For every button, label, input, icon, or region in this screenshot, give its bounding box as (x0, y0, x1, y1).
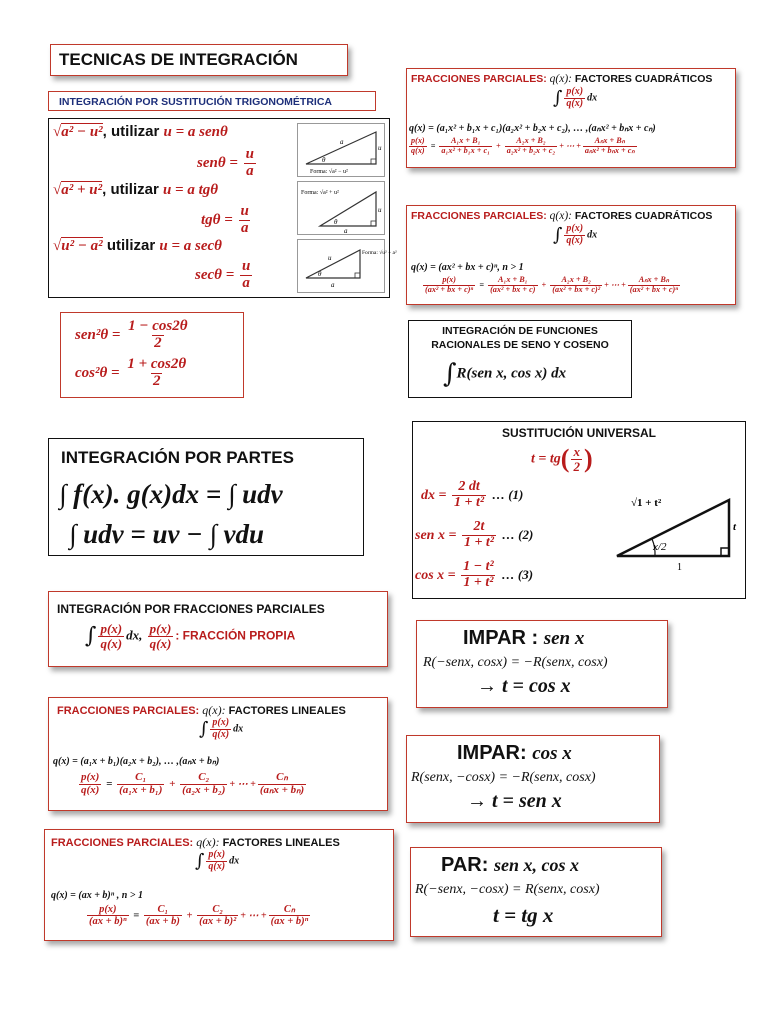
plus-sign: + (183, 910, 196, 922)
trig-header-box (48, 91, 376, 111)
linear-1-header-q: q(x): (202, 703, 226, 717)
frac-den: (ax + b)² (199, 916, 237, 928)
p-over-q-fraction (409, 137, 427, 155)
frac-den: (ax + b)ⁿ (89, 916, 127, 928)
even-box (410, 847, 662, 937)
linear-1-header-kind: FACTORES LINEALES (228, 705, 346, 717)
equals-sign: = (103, 777, 116, 790)
t-lhs: t = tg (531, 451, 561, 467)
trig-case-2 (53, 181, 218, 199)
dx-lhs: dx = (421, 487, 450, 503)
frac-num: Aₙx + Bₙ (638, 275, 670, 284)
triangle-2-base: a (344, 227, 348, 235)
frac-den: q(x) (212, 728, 230, 740)
frac-num: A₁x + B₁ (450, 136, 481, 145)
lhs-fraction (423, 276, 475, 294)
universal-dx (421, 480, 523, 510)
trig-case-3-eq (195, 259, 254, 292)
frac-den: a (246, 162, 254, 179)
frac-num: p(x) (566, 223, 584, 234)
frac-num: A₂x + B₂ (516, 136, 546, 145)
trig-substitution-box (48, 118, 397, 298)
page-title: TECNICAS DE INTEGRACIÓN (59, 50, 298, 69)
partial-fractions-intro-formula (85, 622, 295, 650)
triangle-1-theta: θ (322, 156, 326, 164)
frac-num: 1 + cos2θ (127, 356, 187, 372)
triangle-1-hyp: a (340, 138, 344, 146)
frac-den: (ax² + bx + c)ⁿ (629, 284, 679, 294)
triangle-side-label: t (733, 521, 737, 533)
plus-sign: + (493, 141, 503, 151)
triangle-2-side: u (378, 206, 382, 214)
triangle-2-icon (298, 182, 384, 234)
frac-num: 2 dt (458, 479, 480, 494)
quadratic-1-decomposition (407, 137, 639, 155)
parts-formula-1: ∫ f(x). g(x)dx = ∫ udv (59, 479, 283, 509)
paren-right: ) (583, 444, 593, 473)
frac-num: A₂x + B₂ (561, 275, 591, 284)
linear-1-header (57, 703, 346, 718)
proper-fraction-label: : FRACCIÓN PROPIA (175, 628, 296, 643)
integral-icon: ∫ (85, 623, 97, 649)
trig-case-1-sub: u = a senθ (163, 124, 228, 140)
integral-icon: ∫ (443, 359, 457, 389)
integral-icon: ∫ (553, 87, 563, 109)
linear-2-header-label: FRACCIONES PARCIALES: (51, 837, 194, 849)
trig-case-1-eq (197, 147, 258, 180)
partial-fractions-title: INTEGRACIÓN POR FRACCIONES PARCIALES (57, 602, 325, 616)
sen-squared-formula (75, 319, 192, 352)
frac-den: q(x) (411, 145, 425, 155)
even-label: PAR: (441, 854, 494, 876)
trig-case-2-sub: u = a tgθ (162, 182, 219, 198)
frac-den: q(x) (566, 97, 584, 109)
universal-sen (415, 520, 533, 550)
frac-den: q(x) (149, 635, 172, 651)
integral-icon: ∫ (195, 850, 205, 872)
trig-case-2-eq (201, 204, 253, 237)
triangle-2-label: Forma: √a² + u² (301, 190, 339, 196)
triangle-1-icon (298, 124, 384, 176)
p-over-q-fraction (98, 622, 124, 650)
parts-formula-2: ∫ udv = uv − ∫ vdu (69, 519, 265, 549)
dx-label: dx, (126, 627, 146, 643)
ref-1: … (1) (491, 486, 524, 502)
frac-num: Aₙx + Bₙ (594, 136, 625, 145)
integration-by-parts-box (48, 438, 364, 556)
odd-cos-box (406, 735, 660, 823)
frac-den: 2 (154, 334, 162, 351)
partial-fractions-linear-box-1 (48, 697, 388, 811)
linear-2-decomposition (85, 904, 312, 927)
frac-den: a (240, 219, 249, 236)
frac-den: (ax + b)ⁿ (270, 916, 309, 928)
quadratic-1-header (411, 73, 712, 85)
frac-den: q(x) (100, 635, 123, 651)
frac-num: C₂ (212, 904, 223, 915)
frac-den: (ax + b) (145, 916, 180, 928)
frac-num: p(x) (81, 771, 100, 783)
ellipsis-sum: + ⋯ + (559, 141, 581, 151)
odd-cos-var: cos x (532, 743, 572, 764)
frac-num: C₁ (157, 904, 169, 915)
page-title-box (50, 44, 348, 76)
trig-case-3-use: utilizar (102, 237, 160, 254)
u-over-a-fraction (239, 204, 251, 237)
u-over-a-fraction (244, 147, 256, 180)
even-var: sen x, cos x (493, 855, 579, 875)
term-1-fraction (439, 137, 492, 155)
quadratic-2-header-kind: FACTORES CUADRÁTICOS (574, 210, 713, 222)
cos-squared-fraction (125, 357, 188, 390)
odd-sen-var: sen x (543, 628, 585, 649)
paren-left: ( (560, 444, 570, 473)
linear-1-decomposition (77, 772, 308, 796)
frac-num: 2t (473, 519, 485, 534)
frac-num: u (242, 258, 251, 274)
odd-cos-rule: R(senx, −cosx) = −R(senx, cosx) (411, 770, 596, 785)
sen-squared-fraction (126, 319, 189, 352)
linear-2-header-kind: FACTORES LINEALES (222, 837, 340, 849)
frac-num: C₂ (198, 771, 210, 783)
triangle-1-label: Forma: √a² − u² (310, 169, 348, 175)
triangle-3-theta: θ (318, 270, 322, 278)
trig-case-2-use: , utilizar (102, 181, 163, 198)
linear-2-integrand (195, 850, 239, 872)
equals-sign: = (428, 141, 438, 151)
odd-cos-result: → t = sen x (467, 790, 562, 812)
quadratic-1-integrand (553, 87, 597, 109)
dx-label: dx (587, 92, 598, 104)
term-2-fraction (550, 276, 602, 294)
quadratic-2-decomposition (421, 276, 682, 294)
frac-den: 1 + t² (463, 534, 495, 550)
frac-den: 2 (152, 372, 161, 389)
p-over-q-fraction (206, 850, 227, 872)
term-1-fraction (144, 904, 182, 927)
ellipsis-sum: + ⋯ + (604, 280, 626, 290)
frac-den: a₂x² + b₂x + c₂ (506, 145, 556, 155)
quadratic-2-header-label: FRACCIONES PARCIALES: (411, 210, 547, 222)
rational-sin-cos-box (408, 320, 632, 398)
x-over-2-fraction (571, 445, 582, 473)
ref-2: … (2) (501, 526, 534, 542)
frac-num: p(x) (442, 275, 456, 284)
linear-1-integrand (199, 718, 243, 740)
dx-fraction (452, 480, 486, 510)
sen-fraction (462, 520, 496, 550)
partial-fractions-quadratic-box-1 (406, 68, 736, 168)
rational-title-line-2: RACIONALES DE SENO Y COSENO (431, 339, 609, 351)
universal-substitution-box (412, 421, 746, 599)
even-rule: R(−senx, −cosx) = R(senx, cosx) (415, 882, 600, 897)
integral-icon: ∫ (553, 224, 563, 246)
frac-num: p(x) (149, 621, 172, 636)
frac-den: (ax² + bx + c) (490, 284, 536, 294)
quadratic-2-header-q: q(x): (549, 210, 572, 222)
odd-sen-box (416, 620, 668, 708)
frac-num: x (573, 443, 580, 459)
dx-label: dx (587, 229, 598, 241)
cos-squared-formula (75, 357, 190, 390)
linear-2-header (51, 835, 340, 850)
quadratic-1-header-q: q(x): (549, 73, 572, 85)
ellipsis-sum: + ⋯ + (229, 778, 256, 790)
even-result: t = tg x (493, 903, 554, 927)
triangle-3-hyp: u (328, 254, 332, 262)
quadratic-1-header-label: FRACCIONES PARCIALES: (411, 73, 547, 85)
equals-sign: = (130, 910, 142, 922)
term-2-fraction (180, 772, 227, 796)
odd-cos-heading (457, 742, 572, 765)
cos-fraction (461, 560, 496, 590)
trig-case-1-eq-lhs: senθ = (197, 155, 242, 172)
term-1-fraction (117, 772, 164, 796)
odd-sen-heading (463, 627, 584, 650)
ellipsis-sum: + ⋯ + (240, 910, 267, 922)
frac-num: Cₙ (276, 771, 288, 783)
triangle-angle-label: x/2 (653, 541, 667, 553)
partial-fractions-quadratic-box-2 (406, 205, 736, 305)
frac-den: (aₙx + bₙ) (259, 783, 305, 796)
universal-title: SUSTITUCIÓN UNIVERSAL (501, 426, 656, 440)
frac-num: A₁x + B₁ (498, 275, 528, 284)
triangle-hypotenuse-label: √1 + t² (631, 497, 662, 509)
lhs-fraction (87, 904, 129, 927)
frac-num: p(x) (100, 621, 123, 636)
frac-den: q(x) (208, 860, 226, 872)
trig-case-1-use: , utilizar (102, 123, 164, 140)
quadratic-2-integrand (553, 224, 597, 246)
odd-sen-label: IMPAR : (463, 627, 544, 649)
frac-den: aₙx² + bₙx + cₙ (584, 145, 635, 155)
p-over-q-fraction (564, 87, 585, 109)
partial-fractions-intro-box (48, 591, 388, 667)
trig-case-3-sub: u = a secθ (159, 238, 222, 254)
p-over-q-fraction (210, 718, 231, 740)
frac-den: (a₂x + b₂) (182, 783, 226, 796)
triangle-figure-3 (297, 239, 397, 293)
term-2-fraction (505, 137, 558, 155)
frac-num: 1 − t² (463, 559, 494, 574)
frac-den: a (242, 274, 250, 291)
frac-den: (a₁x + b₁) (119, 783, 163, 796)
term-2-fraction (197, 904, 238, 927)
triangle-2-theta: θ (334, 218, 338, 226)
odd-cos-label: IMPAR: (457, 742, 533, 764)
radical-icon: √ (53, 182, 62, 198)
frac-num: u (240, 203, 249, 219)
frac-den: 1 + t² (463, 574, 494, 590)
linear-1-header-label: FRACCIONES PARCIALES: (57, 705, 200, 717)
plus-sign: + (166, 777, 179, 790)
linear-1-q-definition: q(x) = (a₁x + b₁)(a₂x + b₂), … ,(aₙx + bₙ) (53, 756, 220, 767)
frac-num: p(x) (566, 86, 584, 97)
p-over-q-fraction (148, 622, 174, 650)
cos-lhs: cos x = (415, 567, 460, 583)
radical-icon: √ (53, 238, 62, 254)
dx-label: dx (229, 855, 240, 867)
sen-lhs: sen x = (415, 527, 460, 543)
plus-sign: + (539, 280, 549, 290)
rational-integrand: R(sen x, cos x) dx (456, 365, 567, 382)
triangle-3-base: a (331, 281, 335, 289)
sen-squared-lhs: sen²θ = (75, 327, 125, 344)
frac-num: p(x) (212, 717, 230, 728)
frac-num: C₁ (135, 771, 147, 783)
frac-num: p(x) (208, 849, 226, 860)
partial-fractions-linear-box-2 (44, 829, 394, 941)
odd-sen-result: → t = cos x (477, 675, 571, 697)
dx-label: dx (233, 723, 244, 735)
odd-sen-rule: R(−senx, cosx) = −R(senx, cosx) (423, 655, 608, 670)
term-n-fraction (258, 772, 306, 796)
term-1-fraction (488, 276, 537, 294)
rational-title-line-1: INTEGRACIÓN DE FUNCIONES (442, 325, 598, 337)
universal-t-definition (531, 444, 593, 474)
frac-den: q(x) (566, 234, 584, 246)
linear-2-header-q: q(x): (196, 835, 220, 849)
term-n-fraction (628, 276, 680, 294)
frac-num: 1 − cos2θ (128, 318, 188, 334)
triangle-base-label: 1 (677, 562, 682, 573)
frac-den: (ax² + bx + c)² (552, 284, 601, 294)
frac-den: 2 (573, 458, 580, 474)
trig-case-3-eq-lhs: secθ = (195, 267, 238, 284)
u-over-a-fraction (240, 259, 252, 292)
universal-triangle-icon (609, 492, 745, 576)
trig-case-1-radicand: a² − u² (61, 124, 103, 140)
even-heading (441, 854, 579, 877)
frac-num: u (245, 146, 255, 162)
cos-squared-lhs: cos²θ = (75, 365, 124, 382)
quadratic-2-q-definition: q(x) = (ax² + bx + c)ⁿ, n > 1 (411, 262, 524, 273)
triangle-3-icon (298, 240, 397, 292)
frac-den: (ax² + bx + c)ⁿ (425, 284, 474, 294)
quadratic-1-q-definition: q(x) = (a₁x² + b₁x + c₁)(a₂x² + b₂x + c₂), … ,(aₙx² + bₙx + cₙ) (409, 123, 656, 134)
trig-case-3 (53, 237, 222, 255)
trig-case-1 (53, 123, 228, 141)
term-n-fraction (269, 904, 311, 927)
trig-header: INTEGRACIÓN POR SUSTITUCIÓN TRIGONOMÉTRICA (59, 96, 332, 108)
frac-num: p(x) (411, 136, 425, 145)
triangle-3-label: Forma: √u² − a² (362, 250, 397, 256)
parts-title: INTEGRACIÓN POR PARTES (61, 448, 294, 467)
trig-case-2-radicand: a² + u² (61, 182, 103, 198)
frac-num: p(x) (99, 904, 117, 915)
trig-case-2-eq-lhs: tgθ = (201, 212, 237, 229)
universal-cos (415, 560, 533, 590)
rational-formula (443, 359, 566, 389)
frac-den: 1 + t² (453, 494, 485, 510)
radical-icon: √ (53, 124, 62, 140)
linear-2-q-definition: q(x) = (ax + b)ⁿ , n > 1 (51, 890, 143, 901)
ref-3: … (3) (501, 566, 534, 582)
triangle-1-side: u (378, 144, 382, 152)
half-angle-box (60, 312, 244, 398)
triangle-figure-1 (297, 123, 385, 177)
quadratic-1-header-kind: FACTORES CUADRÁTICOS (574, 73, 713, 85)
frac-den: q(x) (81, 783, 100, 796)
p-over-q-fraction (564, 224, 585, 246)
equals-sign: = (477, 280, 487, 290)
integral-icon: ∫ (199, 718, 209, 740)
frac-num: Cₙ (283, 904, 296, 915)
p-over-q-fraction (79, 772, 101, 796)
quadratic-2-header (411, 210, 712, 222)
term-n-fraction (583, 137, 637, 155)
frac-den: a₁x² + b₁x + c₁ (441, 145, 490, 155)
triangle-figure-2 (297, 181, 385, 235)
trig-case-3-radicand: u² − a² (61, 238, 103, 254)
